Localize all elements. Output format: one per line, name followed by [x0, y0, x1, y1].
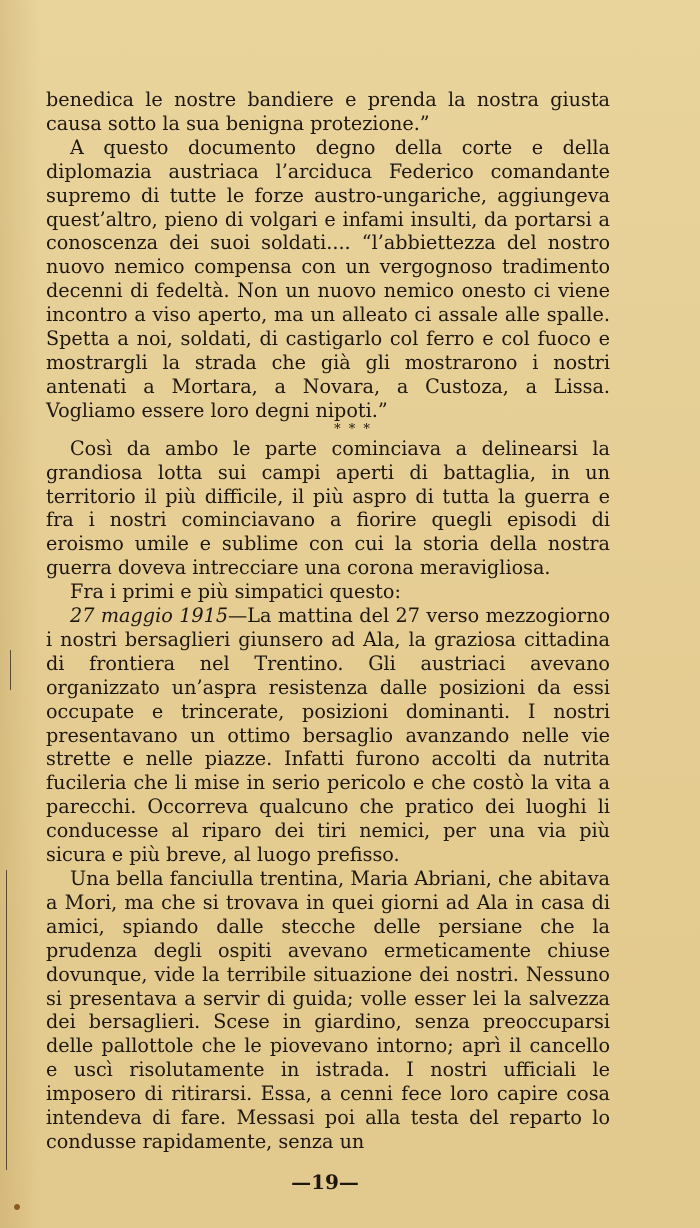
body-text — [46, 88, 610, 1154]
paragraph: Una bella fanciulla trentina, Maria Abriani, che abitava a Mori, ma che si trovava in quei giorni ad Ala in casa di amici, spiando dalle stecche delle persiane che la prudenza degli ospiti avevano ermeticamente chiuse dovunque, vide la terribile situazione dei nostri. Nessuno si presentava a servir di guida; volle esser lei la salvezza dei bersaglieri. Scese in giardino, senza preoccuparsi delle pallottole che le piovevano intorno; aprì il cancello e uscì risolutamente in istrada. I nostri ufficiali le imposero di ritirarsi. Essa, a cenni fece loro capire cosa intendeva di fare. Messasi poi alla testa del reparto lo condusse rapidamente, senza un — [46, 867, 610, 1153]
paragraph: Così da ambo le parte cominciava a delinearsi la grandiosa lotta sui campi aperti di battaglia, in un territorio il più difficile, il più aspro di tutta la guerra e fra i nostri cominciavano a fiorire quegli episodi di eroismo umile e sublime con cui la storia della nostra guerra doveva intrecciare una corona meravigliosa. — [46, 436, 610, 580]
margin-mark — [6, 870, 7, 1170]
section-separator: * * * — [334, 421, 372, 437]
paragraph: benedica le nostre bandiere e prenda la nostra giusta causa sotto la sua benigna protezione.” — [46, 88, 610, 135]
paragraph: Fra i primi e più simpatici questo: — [70, 580, 401, 604]
entry-date: 27 maggio 1915 — [70, 604, 229, 628]
margin-mark — [10, 650, 11, 690]
paragraph — [46, 604, 610, 867]
margin-dot — [14, 1204, 20, 1210]
page-number: —19— — [291, 1170, 359, 1194]
entry-text: —La mattina del 27 verso mezzogiorno i nostri bersaglieri giunsero ad Ala, la graziosa cittadina di frontiera nel Trentino. Gli austriaci avevano organizzato un’aspra resistenza dalle posizioni da essi occupate e trincerate, posizioni dominanti. I nostri presentavano un ottimo bersaglio avanzando nelle vie strette e nelle piazze. Infatti furono accolti da nutrita fucileria che li mise in serio pericolo e che costò la vita a parecchi. Occorreva qualcuno che pratico dei luoghi li conducesse al riparo dei tiri nemici, per una via più sicura e più breve, al luogo prefisso. — [46, 604, 610, 867]
paragraph: A questo documento degno della corte e della diplomazia austriaca l’arciduca Federico comandante supremo di tutte le forze austro-ungariche, aggiungeva quest’altro, pieno di volgari e infami insulti, da portarsi a conoscenza dei suoi soldati.... “l’abbiettezza del nostro nuovo nemico compensa con un vergognoso tradimento decenni di fedeltà. Non un nuovo nemico onesto ci viene incontro a viso aperto, ma un alleato ci assale alle spalle. Spetta a noi, soldati, di castigarlo col ferro e col fuoco e mostrargli la strada che già gli mostrarono i nostri antenati a Mortara, a Novara, a Custoza, a Lissa. Vogliamo essere loro degni nipoti.” — [46, 135, 610, 422]
